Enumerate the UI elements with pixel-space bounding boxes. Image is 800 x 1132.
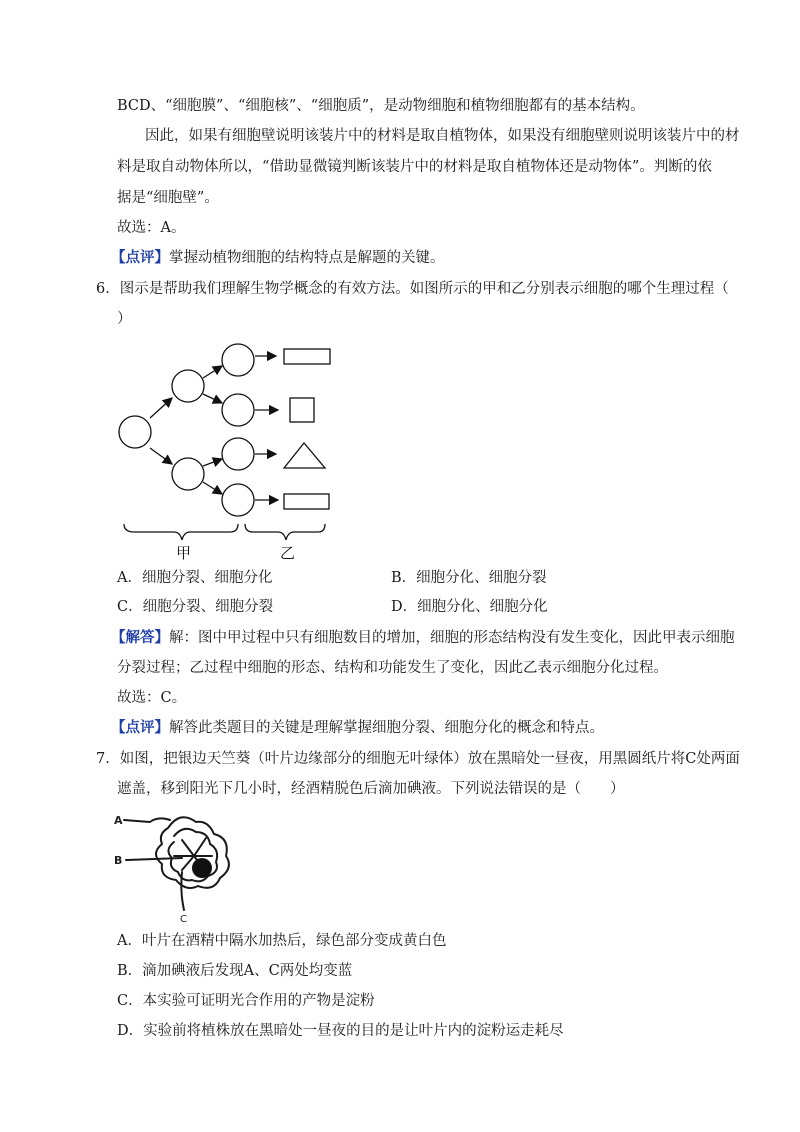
- brace-yi: [245, 524, 325, 540]
- q6-review: [111, 718, 604, 738]
- q6-option-b[interactable]: B．细胞分化、细胞分裂: [391, 570, 547, 586]
- review-tag: 【点评】: [111, 719, 169, 736]
- q5-explanation-line4: 据是“细胞壁”。: [117, 190, 219, 206]
- q6-analysis-line1: [111, 628, 735, 648]
- review-tag: 【点评】: [111, 249, 169, 266]
- q7-stem-line1: 7．如图，把银边天竺葵（叶片边缘部分的细胞无叶绿体）放在黑暗处一昼夜，用黑圆纸片将C处两面: [96, 751, 740, 767]
- cell-origin: [119, 416, 151, 448]
- q5-review: [111, 248, 445, 268]
- q6-stem-line2: ）: [117, 311, 132, 327]
- q6-analysis-line2: 分裂过程；乙过程中细胞的形态、结构和功能发生了变化，因此乙表示细胞分化过程。: [117, 660, 668, 676]
- shape-long-rect: [284, 349, 330, 364]
- review-text: 解答此类题目的关键是理解掌握细胞分裂、细胞分化的概念和特点。: [169, 720, 604, 736]
- label-a: A: [114, 814, 123, 827]
- shape-triangle: [284, 443, 325, 468]
- geranium-leaf-figure: [110, 806, 250, 926]
- analysis-text: 解：图中甲过程中只有细胞数目的增加，细胞的形态结构没有发生变化，因此甲表示细胞: [169, 630, 735, 646]
- q7-option-c[interactable]: C．本实验可证明光合作用的产物是淀粉: [117, 993, 375, 1009]
- q6-option-c[interactable]: C．细胞分裂、细胞分裂: [117, 599, 274, 615]
- q6-option-d[interactable]: D．细胞分化、细胞分化: [391, 599, 548, 615]
- cell-gen2-bottom: [172, 458, 204, 490]
- label-b: B: [114, 854, 123, 867]
- shape-flat-rect: [284, 494, 329, 509]
- q7-option-a[interactable]: A．叶片在酒精中隔水加热后，绿色部分变成黄白色: [117, 933, 447, 949]
- review-text: 掌握动植物细胞的结构特点是解题的关键。: [169, 250, 445, 266]
- q5-explanation-line2: 因此，如果有细胞壁说明该装片中的材料是取自植物体，如果没有细胞壁则说明该装片中的材: [145, 128, 740, 144]
- cell-gen3-4: [222, 484, 254, 516]
- label-yi: 乙: [280, 544, 296, 562]
- q6-option-a[interactable]: A．细胞分裂、细胞分化: [117, 570, 273, 586]
- black-paper-disc: [192, 858, 212, 878]
- cell-gen2-top: [172, 370, 204, 402]
- label-jia: 甲: [176, 544, 192, 562]
- q7-option-b[interactable]: B．滴加碘液后发现A、C两处均变蓝: [117, 963, 353, 979]
- cell-process-diagram: [110, 338, 370, 568]
- q5-answer: 故选：A。: [117, 220, 186, 236]
- q5-explanation-line3: 料是取自动物体所以，“借助显微镜判断该装片中的材料是取自植物体还是动物体”。判断的依: [117, 159, 712, 175]
- cell-gen3-2: [222, 394, 254, 426]
- analysis-tag: 【解答】: [111, 629, 169, 646]
- q7-option-d[interactable]: D．实验前将植株放在黑暗处一昼夜的目的是让叶片内的淀粉运走耗尽: [117, 1023, 564, 1039]
- q7-stem-line2: 遮盖，移到阳光下几小时，经酒精脱色后滴加碘液。下列说法错误的是（ ）: [117, 781, 625, 797]
- q6-answer: 故选：C。: [117, 690, 187, 706]
- cell-gen3-3: [222, 438, 254, 470]
- label-c: C: [180, 914, 187, 925]
- q5-explanation-line1: BCD、“细胞膜”、“细胞核”、“细胞质”，是动物细胞和植物细胞都有的基本结构。: [117, 98, 645, 114]
- cell-gen3-1: [222, 344, 254, 376]
- brace-jia: [124, 524, 238, 540]
- shape-square: [290, 398, 314, 422]
- q6-stem-line1: 6．图示是帮助我们理解生物学概念的有效方法。如图所示的甲和乙分别表示细胞的哪个生理过程（: [96, 281, 729, 297]
